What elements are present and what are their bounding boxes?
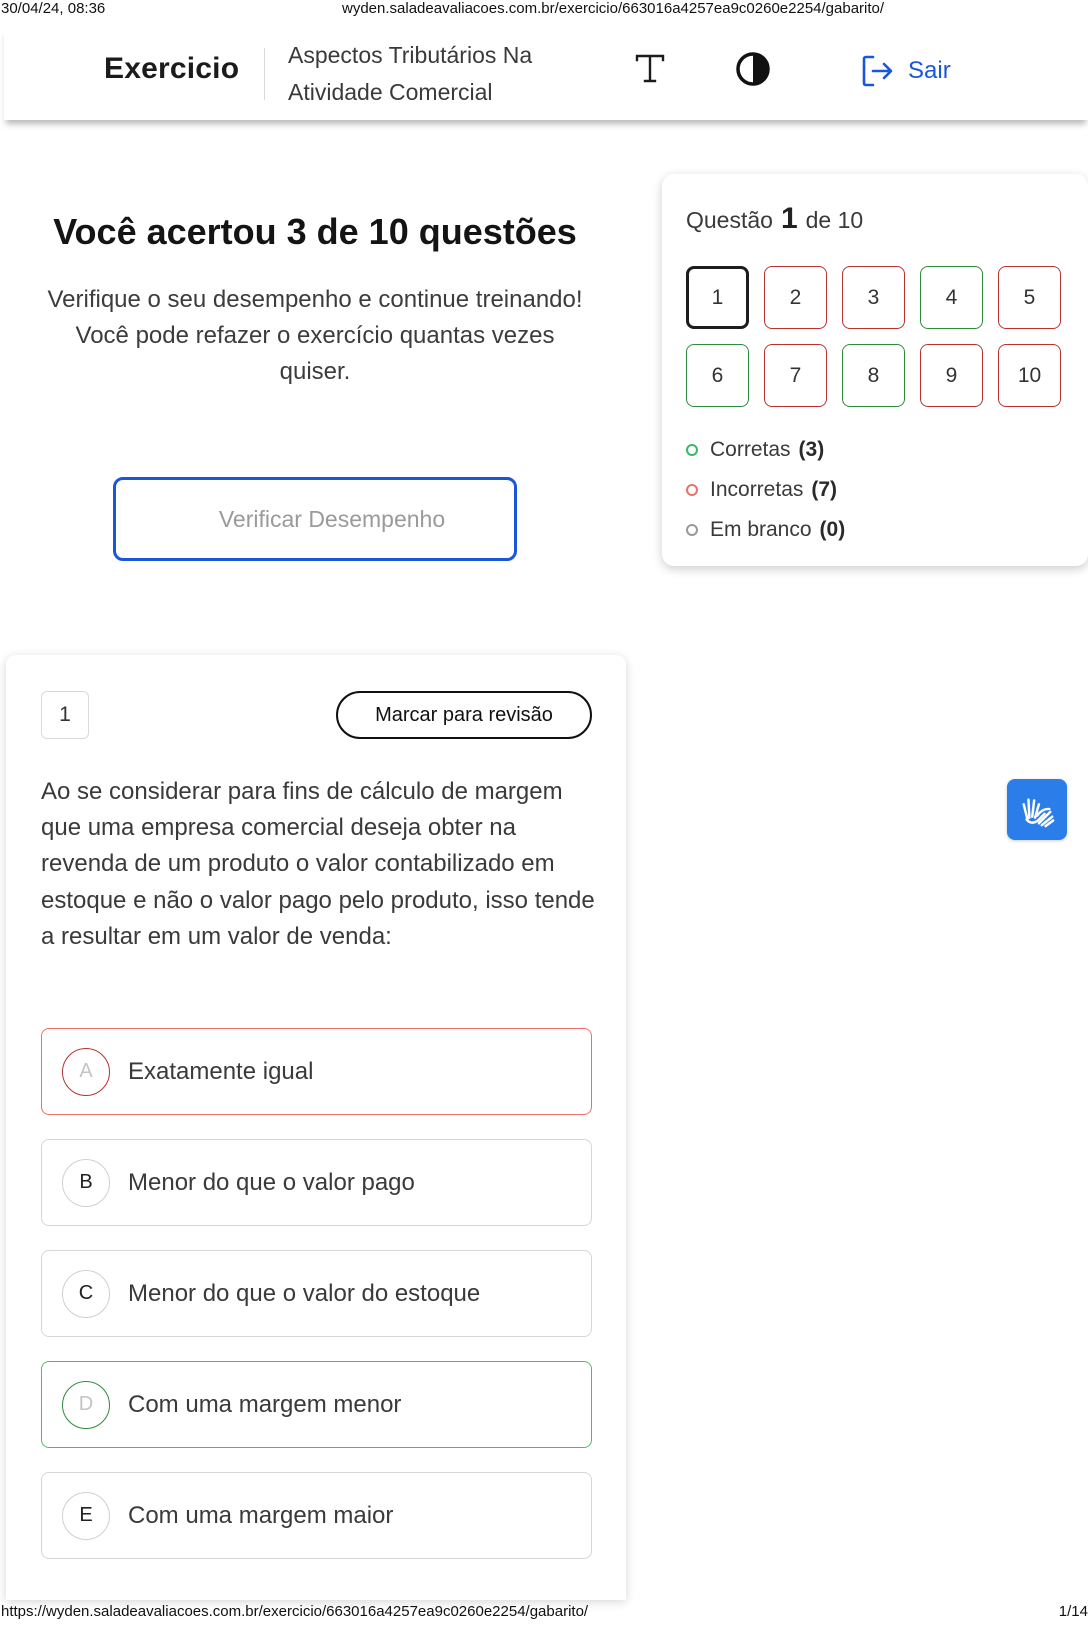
header-divider [264,48,265,100]
print-footer-url: https://wyden.saladeavaliacoes.com.br/exercicio/663016a4257ea9c0260e2254/gabarito/ [1,1603,589,1620]
course-title-line-2: Atividade Comercial [288,79,493,105]
course-title [288,37,588,111]
question-button-3[interactable]: 3 [842,266,905,329]
print-header [0,0,1088,20]
option-text: Com uma margem maior [128,1501,394,1529]
question-indicator [686,202,863,236]
answer-option-d[interactable] [41,1361,592,1448]
option-text: Exatamente igual [128,1057,314,1085]
question-indicator-suffix: de 10 [805,207,864,233]
option-letter: A [62,1048,110,1096]
print-datetime: 30/04/24, 08:36 [1,0,106,17]
option-text: Com uma margem menor [128,1390,402,1418]
legend-correct-label: Corretas [710,438,791,461]
status-dot-icon [686,484,698,496]
question-indicator-prefix: Questão [686,207,773,233]
option-letter: D [62,1381,110,1429]
answer-option-a[interactable] [41,1028,592,1115]
question-indicator-current: 1 [780,202,798,235]
option-letter: E [62,1492,110,1540]
question-number-badge: 1 [41,691,89,739]
option-text: Menor do que o valor pago [128,1168,415,1196]
question-button-1[interactable]: 1 [686,266,749,329]
text-size-icon[interactable] [634,52,666,84]
legend-incorrect [686,470,845,510]
answer-option-c[interactable] [41,1250,592,1337]
question-button-7[interactable]: 7 [764,344,827,407]
result-title: Você acertou 3 de 10 questões [53,211,577,252]
sign-language-widget-button[interactable] [1007,779,1067,840]
legend-correct [686,430,845,470]
logout-icon [860,54,894,88]
answer-option-e[interactable] [41,1472,592,1559]
question-button-4[interactable]: 4 [920,266,983,329]
status-dot-icon [686,524,698,536]
course-title-line-1: Aspectos Tributários Na [288,42,533,68]
print-page-url: wyden.saladeavaliacoes.com.br/exercicio/663016a4257ea9c0260e2254/gabarito/ [342,0,885,17]
question-stem: Ao se considerar para fins de cálculo de margem que uma empresa comercial deseja obter na revenda de um produto o valor contabilizado em estoque e não o valor pago pelo produto, isso tende a resultar em um valor de venda: [41,778,595,950]
sign-language-hands-icon [1018,791,1056,829]
question-button-9[interactable]: 9 [920,344,983,407]
question-card [6,655,626,1600]
question-button-6[interactable]: 6 [686,344,749,407]
brand-title: Exercicio [104,52,240,85]
question-button-8[interactable]: 8 [842,344,905,407]
result-summary [40,210,590,390]
option-text: Menor do que o valor do estoque [128,1279,481,1307]
legend-correct-count: (3) [798,438,825,461]
top-bar [4,28,1088,120]
verify-performance-button[interactable]: Verificar Desempenho [113,477,517,561]
logout-button[interactable] [860,54,951,88]
mark-for-review-button[interactable]: Marcar para revisão [336,691,592,739]
answer-legend [686,430,845,550]
answer-option-b[interactable] [41,1139,592,1226]
print-page-number: 1/14 [1058,1603,1088,1620]
question-button-5[interactable]: 5 [998,266,1061,329]
option-letter: B [62,1159,110,1207]
logout-label: Sair [908,57,951,84]
question-button-2[interactable]: 2 [764,266,827,329]
legend-incorrect-label: Incorretas [710,478,804,501]
legend-blank-count: (0) [819,518,846,541]
question-button-10[interactable]: 10 [998,344,1061,407]
status-dot-icon [686,444,698,456]
legend-incorrect-count: (7) [811,478,838,501]
legend-blank-label: Em branco [710,518,812,541]
question-grid [686,266,1061,407]
result-description: Verifique o seu desempenho e continue treinando! Você pode refazer o exercício quantas vezes quiser. [47,286,583,385]
contrast-icon[interactable] [735,51,771,87]
answer-options [41,1028,592,1583]
option-letter: C [62,1270,110,1318]
legend-blank [686,510,845,550]
question-navigator [662,174,1088,566]
print-footer [0,1603,1088,1623]
